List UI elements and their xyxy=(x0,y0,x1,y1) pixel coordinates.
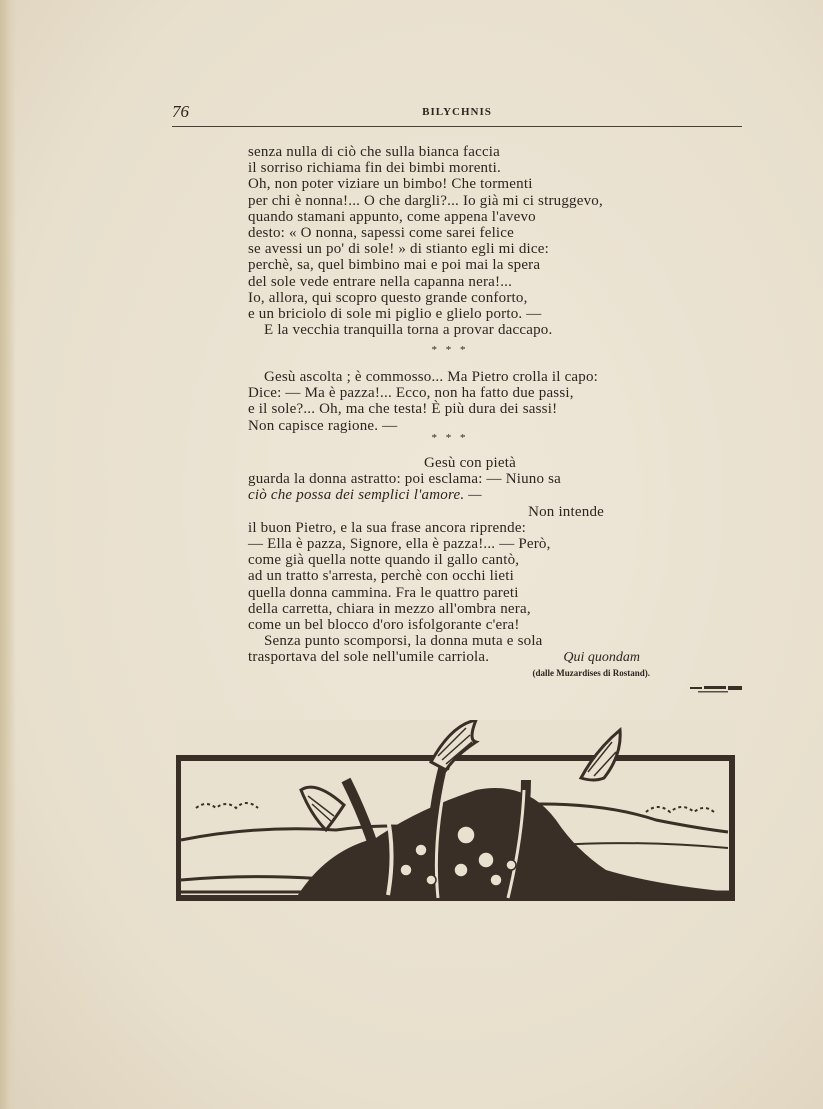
stanza-1 xyxy=(248,144,658,338)
verse-line: Dice: — Ma è pazza!... Ecco, non ha fatto due passi, xyxy=(248,385,574,402)
verse-line: quando stamani appunto, come appena l'avevo xyxy=(248,208,536,225)
section-separator: * * * xyxy=(431,432,469,444)
stanza-2 xyxy=(248,369,658,434)
verse-line: Gesù con pietà xyxy=(424,455,516,471)
verse-line: e il sole?... Oh, ma che testa! È più dura dei sassi! xyxy=(248,401,558,418)
verse-line xyxy=(248,471,658,487)
verse-line: Non capisce ragione. — xyxy=(248,417,398,434)
woodcut-illustration xyxy=(176,720,736,902)
verse-line: il buon Pietro, e la sua frase ancora riprende: xyxy=(248,519,527,536)
stanza-3 xyxy=(248,455,658,666)
verse-line: perchè, sa, quel bimbino mai e poi mai la spera xyxy=(248,257,541,274)
running-title: BILYCHNIS xyxy=(422,106,492,118)
verse-line: del sole vede entrare nella capanna nera!... xyxy=(248,273,513,290)
verse-line: Non intende xyxy=(528,503,604,520)
page-header xyxy=(172,102,742,127)
verse-line: — Ella è pazza, Signore, ella è pazza!... — Però, xyxy=(248,536,551,553)
verse-line: ciò che possa dei semplici l'amore. — xyxy=(248,487,482,504)
verse-line: trasportava del sole nell'umile carriola. xyxy=(248,649,490,666)
verse-line: il sorriso richiama fin dei bimbi morenti. xyxy=(248,160,501,177)
page-edge xyxy=(0,0,16,1109)
verse-line: desto: « O nonna, sapessi come sarei felice xyxy=(248,225,515,242)
verse-line: Oh, non poter viziare un bimbo! Che tormenti xyxy=(248,176,533,193)
verse-line: per chi è nonna!... O che dargli?... Io già mi ci struggevo, xyxy=(248,192,603,209)
verse-line: senza nulla di ciò che sulla bianca faccia xyxy=(248,144,501,160)
printer-stamp xyxy=(690,685,742,694)
source-citation: (dalle Muzardises di Rostand). xyxy=(532,668,650,678)
verse-line: e un briciolo di sole mi piglio e glielo porto. — xyxy=(248,306,542,323)
verse-line: Senza punto scomporsi, la donna muta e sola xyxy=(264,633,543,650)
verse-line: E la vecchia tranquilla torna a provar daccapo. xyxy=(264,322,553,339)
verse-line: come già quella notte quando il gallo cantò, xyxy=(248,552,520,569)
verse-line: ad un tratto s'arresta, perchè con occhi lieti xyxy=(248,568,514,585)
verse-line: quella donna cammina. Fra le quattro pareti xyxy=(248,584,519,601)
verse-line: se avessi un po' di sole! » di stianto egli mi dice: xyxy=(248,241,549,258)
signature: Qui quondam xyxy=(563,650,640,665)
verse-line: della carretta, chiara in mezzo all'ombra nera, xyxy=(248,600,531,617)
verse-line: come un bel blocco d'oro isfolgorante c'era! xyxy=(248,617,520,634)
verse-line-start: guarda la donna astratto: poi esclama: — Niuno sa xyxy=(248,471,562,488)
section-separator: * * * xyxy=(431,344,469,356)
page-number: 76 xyxy=(172,102,189,121)
verse-line: Io, allora, qui scopro questo grande conforto, xyxy=(248,289,528,306)
verse-line: Gesù ascolta ; è commosso... Ma Pietro crolla il capo: xyxy=(264,369,599,385)
